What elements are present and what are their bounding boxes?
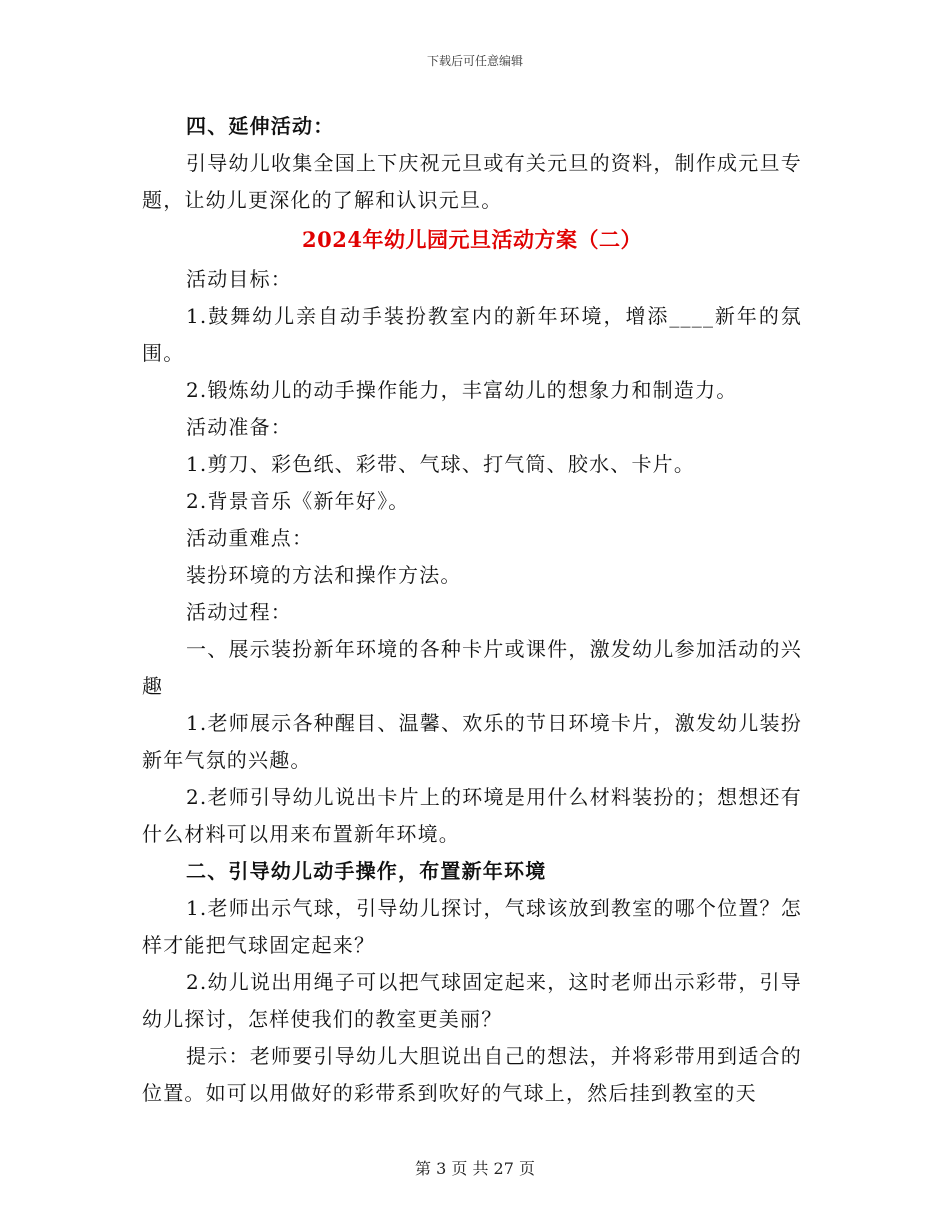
document-body xyxy=(142,108,802,1112)
heading-extension-activity: 四、延伸活动： xyxy=(186,114,335,138)
heading-activity-goals: 活动目标： xyxy=(186,267,292,291)
paragraph: 2.锻炼幼儿的动手操作能力，丰富幼儿的想象力和制造力。 xyxy=(186,378,738,402)
page-number: 第 3 页 共 27 页 xyxy=(415,1159,535,1178)
paragraph: 引导幼儿收集全国上下庆祝元旦或有关元旦的资料，制作成元旦专题，让幼儿更深化的了解和认识元旦。 xyxy=(142,151,802,212)
heading-key-difficulties: 活动重难点： xyxy=(186,526,314,550)
paragraph: 2.背景音乐《新年好》。 xyxy=(186,489,410,513)
paragraph: 2.幼儿说出用绳子可以把气球固定起来，这时老师出示彩带，引导幼儿探讨，怎样使我们的教室更美丽？ xyxy=(142,970,802,1031)
paragraph: 1.剪刀、彩色纸、彩带、气球、打气筒、胶水、卡片。 xyxy=(186,452,696,476)
paragraph: 1.老师出示气球，引导幼儿探讨，气球该放到教室的哪个位置？怎样才能把气球固定起来？ xyxy=(142,896,802,957)
paragraph: 一、展示装扮新年环境的各种卡片或课件，激发幼儿参加活动的兴趣 xyxy=(142,637,802,698)
paragraph: 1.老师展示各种醒目、温馨、欢乐的节日环境卡片，激发幼儿装扮新年气氛的兴趣。 xyxy=(142,711,802,772)
heading-activity-process: 活动过程： xyxy=(186,600,292,624)
paragraph: 1.鼓舞幼儿亲自动手装扮教室内的新年环境，增添____新年的氛围。 xyxy=(142,304,802,365)
page-header xyxy=(0,52,950,69)
section-title: 2024年幼儿园元旦活动方案（二） xyxy=(302,227,642,252)
heading-step-two: 二、引导幼儿动手操作，布置新年环境 xyxy=(186,859,547,883)
page-footer xyxy=(0,1156,950,1179)
paragraph: 装扮环境的方法和操作方法。 xyxy=(186,563,462,587)
heading-activity-preparation: 活动准备： xyxy=(186,415,292,439)
paragraph: 提示：老师要引导幼儿大胆说出自己的想法，并将彩带用到适合的位置。如可以用做好的彩带系到吹好的气球上，然后挂到教室的天 xyxy=(142,1044,802,1105)
paragraph: 2.老师引导幼儿说出卡片上的环境是用什么材料装扮的；想想还有什么材料可以用来布置新年环境。 xyxy=(142,785,802,846)
header-note: 下载后可任意编辑 xyxy=(426,54,523,68)
